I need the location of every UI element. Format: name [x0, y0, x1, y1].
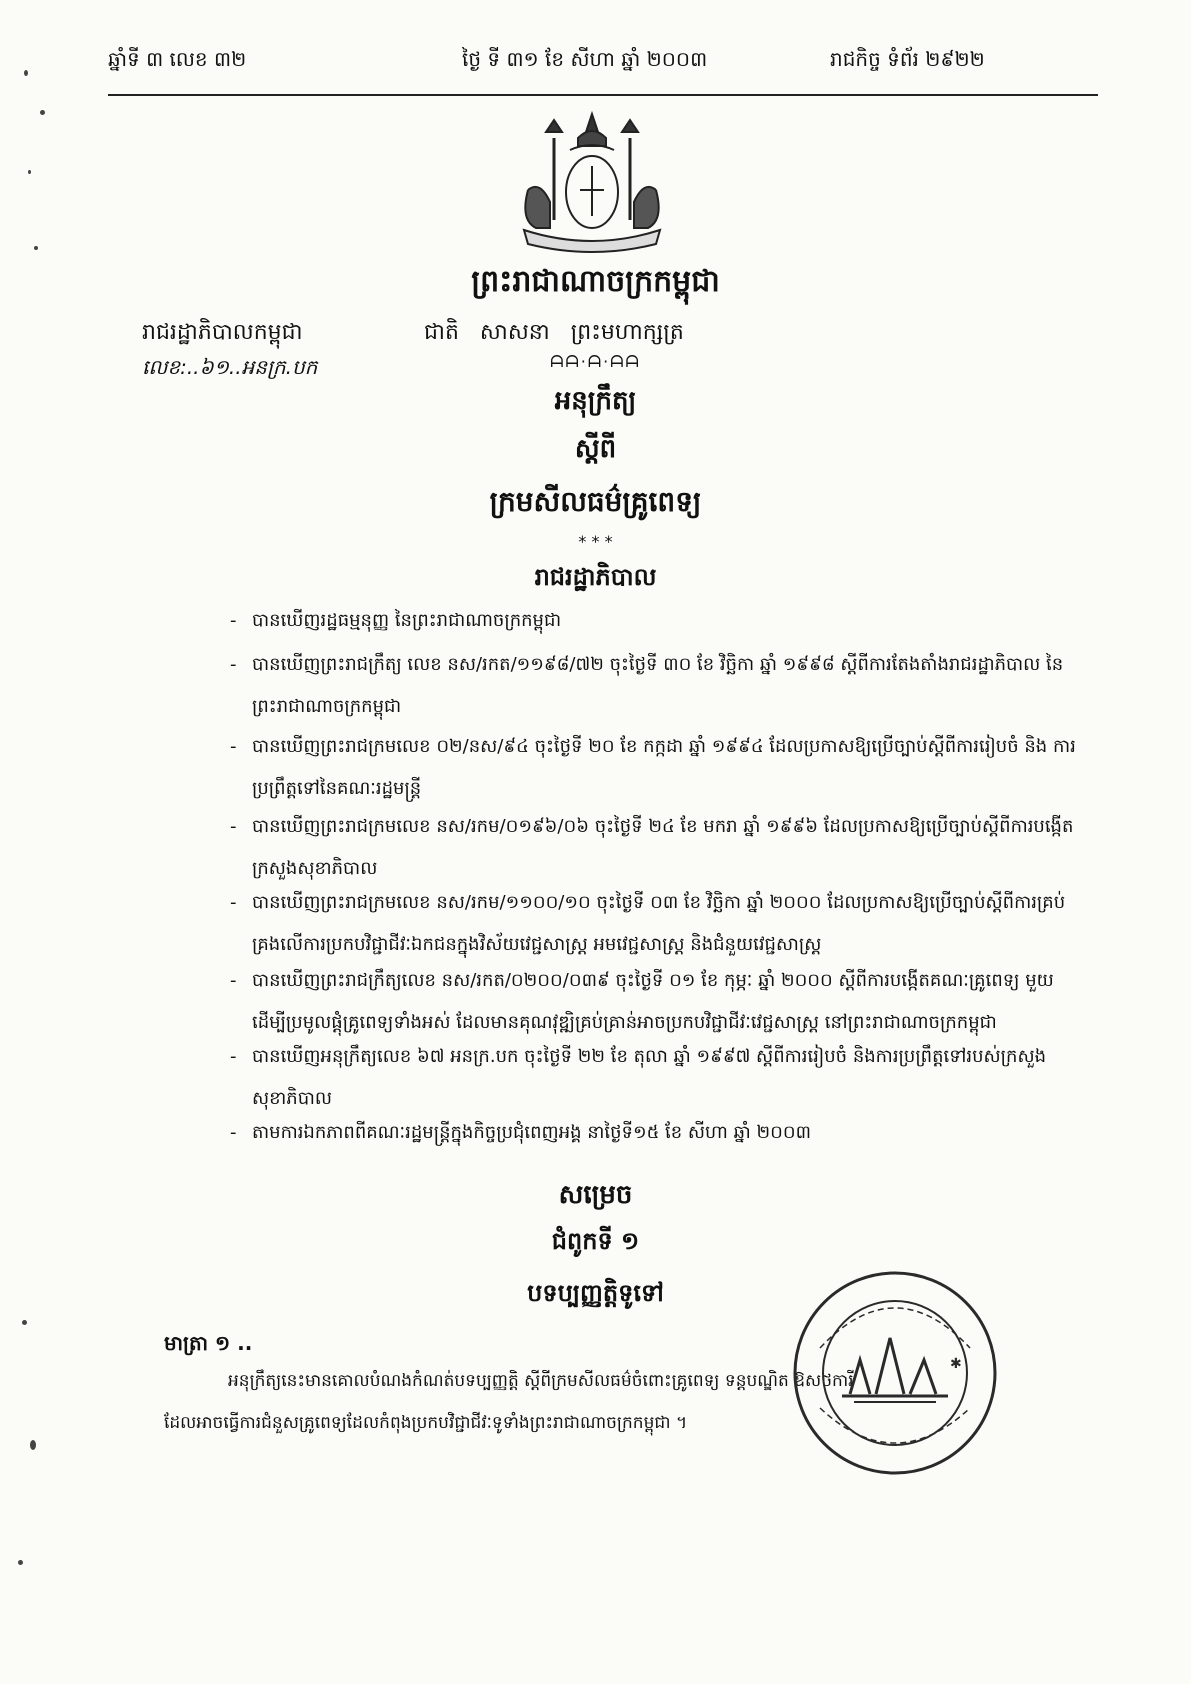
consideration-item: - បានឃើញព្រះរាជក្រឹត្យលេខ នស/រកត/០២០០/០៣៩ ចុះថ្ងៃទី ០១ ខែ កុម្ភៈ ឆ្នាំ ២០០០ ស្តីពីការបង្កើតគណៈគ្រូពេទ្យ មួយដើម្បីប្រមូលផ្តុំគ្រូពេទ្យទាំងអស់ ដែលមានគុណវុឌ្ឍិគ្រប់គ្រាន់អាចប្រកបវិជ្ជាជីវៈវេជ្ជសាស្ត្រ នៅព្រះរាជាណាចក្រកម្ពុជា	[230, 970, 1054, 1033]
royal-coat-of-arms-emblem	[510, 110, 675, 255]
chapter-title: បទប្បញ្ញត្តិទូទៅ	[527, 1279, 664, 1307]
consideration-item: - បានឃើញព្រះរាជក្រមលេខ ០២/នស/៩៤ ចុះថ្ងៃទី ២០ ខែ កក្កដា ឆ្នាំ ១៩៩៤ ដែលប្រកាសឱ្យប្រើច្បាប់ស្តីពីការរៀបចំ និង ការប្រព្រឹត្តទៅនៃគណៈរដ្ឋមន្ត្រី	[230, 736, 1076, 799]
kingdom-name-title: ព្រះរាជាណាចក្រកម្ពុជា	[471, 264, 720, 299]
about-label: ស្តីពី	[574, 434, 617, 464]
issuing-government: រាជរដ្ឋាភិបាលកម្ពុជា	[142, 320, 303, 345]
consideration-item: - បានឃើញព្រះរាជក្រមលេខ នស/រកម/១១០០/១០ ចុះថ្ងៃទី ០៣ ខែ វិច្ឆិកា ឆ្នាំ ២០០០ ដែលប្រកាសឱ្យប្រើច្បាប់ស្តីពីការគ្រប់គ្រងលើការប្រកបវិជ្ជាជីវៈឯកជនក្នុងវិស័យវេជ្ជសាស្ត្រ អមវេជ្ជសាស្ត្រ និងជំនួយវេជ្ជសាស្ត្រ	[230, 892, 1066, 955]
consideration-item: - បានឃើញអនុក្រឹត្យលេខ ៦៧ អនក្រ.បក ចុះថ្ងៃទី ២២ ខែ តុលា ឆ្នាំ ១៩៩៧ ស្តីពីការរៀបចំ និងការប្រព្រឹត្តទៅរបស់ក្រសួងសុខាភិបាល	[230, 1046, 1047, 1109]
scan-speck	[22, 1320, 27, 1325]
consideration-item: - តាមការឯកភាពពីគណៈរដ្ឋមន្ត្រីក្នុងកិច្ចប្រជុំពេញអង្គ នាថ្ងៃទី១៥ ខែ សីហា ឆ្នាំ ២០០៣	[230, 1122, 811, 1143]
scan-speck	[40, 110, 45, 115]
government-heading: រាជរដ្ឋាភិបាល	[534, 563, 657, 591]
article-label: មាត្រា ១ ..	[164, 1331, 253, 1355]
gazette-date: ថ្ងៃ ទី ៣១ ខែ សីហា ឆ្នាំ ២០០៣	[462, 47, 708, 71]
decision-heading: សម្រេច	[558, 1180, 633, 1210]
scan-speck	[28, 170, 31, 174]
article-text-line: ដែលអាចធ្វើការជំនួសគ្រូពេទ្យដែលកំពុងប្រកបវិជ្ជាជីវៈទូទាំងព្រះរាជាណាចក្រកម្ពុជា ។	[164, 1413, 688, 1433]
separator-stars: * * *	[578, 532, 613, 551]
decree-subject: ក្រមសីលធម៌គ្រូពេទ្យ	[489, 485, 702, 518]
scan-speck	[30, 1440, 36, 1450]
article-text-line: អនុក្រឹត្យនេះមានគោលបំណងកំណត់បទប្បញ្ញត្តិ ស្តីពីក្រមសីលធម៌ចំពោះគ្រូពេទ្យ ទន្តបណ្ឌិត ឱសថការី	[228, 1371, 854, 1391]
consideration-item: - បានឃើញរដ្ឋធម្មនុញ្ញ នៃព្រះរាជាណាចក្រកម្ពុជា	[230, 610, 562, 631]
scan-speck	[24, 70, 28, 76]
scan-speck	[18, 1560, 23, 1565]
gazette-page-number: រាជកិច្ច ទំព័រ ២៩២២	[830, 47, 985, 71]
consideration-item: - បានឃើញព្រះរាជក្រឹត្យ លេខ នស/រកត/១១៩៨/៧២ ចុះថ្ងៃទី ៣០ ខែ វិច្ឆិកា ឆ្នាំ ១៩៩៨ ស្តីពីការតែងតាំងរាជរដ្ឋាភិបាល នៃព្រះរាជាណាចក្រកម្ពុជា	[230, 654, 1064, 717]
document-type: អនុក្រឹត្យ	[554, 386, 637, 416]
header-divider	[108, 94, 1098, 96]
motto-ornament: ᗩᗩ·ᗩ·ᗩᗩ	[550, 352, 641, 371]
national-motto: ជាតិ សាសនា ព្រះមហាក្សត្រ	[424, 320, 684, 345]
consideration-item: - បានឃើញព្រះរាជក្រមលេខ នស/រកម/០១៩៦/០៦ ចុះថ្ងៃទី ២៤ ខែ មករា ឆ្នាំ ១៩៩៦ ដែលប្រកាសឱ្យប្រើច្បាប់ស្តីពីការបង្កើតក្រសួងសុខាភិបាល	[230, 816, 1074, 879]
svg-text:✱: ✱	[950, 1356, 962, 1372]
official-seal-stamp	[790, 1268, 1000, 1478]
gazette-issue-number: ឆ្នាំទី ៣ លេខ ៣២	[108, 47, 247, 71]
scan-speck	[34, 246, 38, 250]
decree-number: លេខ:..៦១..អនក្រ.បក	[142, 355, 318, 379]
chapter-heading: ជំពូកទី ១	[551, 1227, 640, 1255]
